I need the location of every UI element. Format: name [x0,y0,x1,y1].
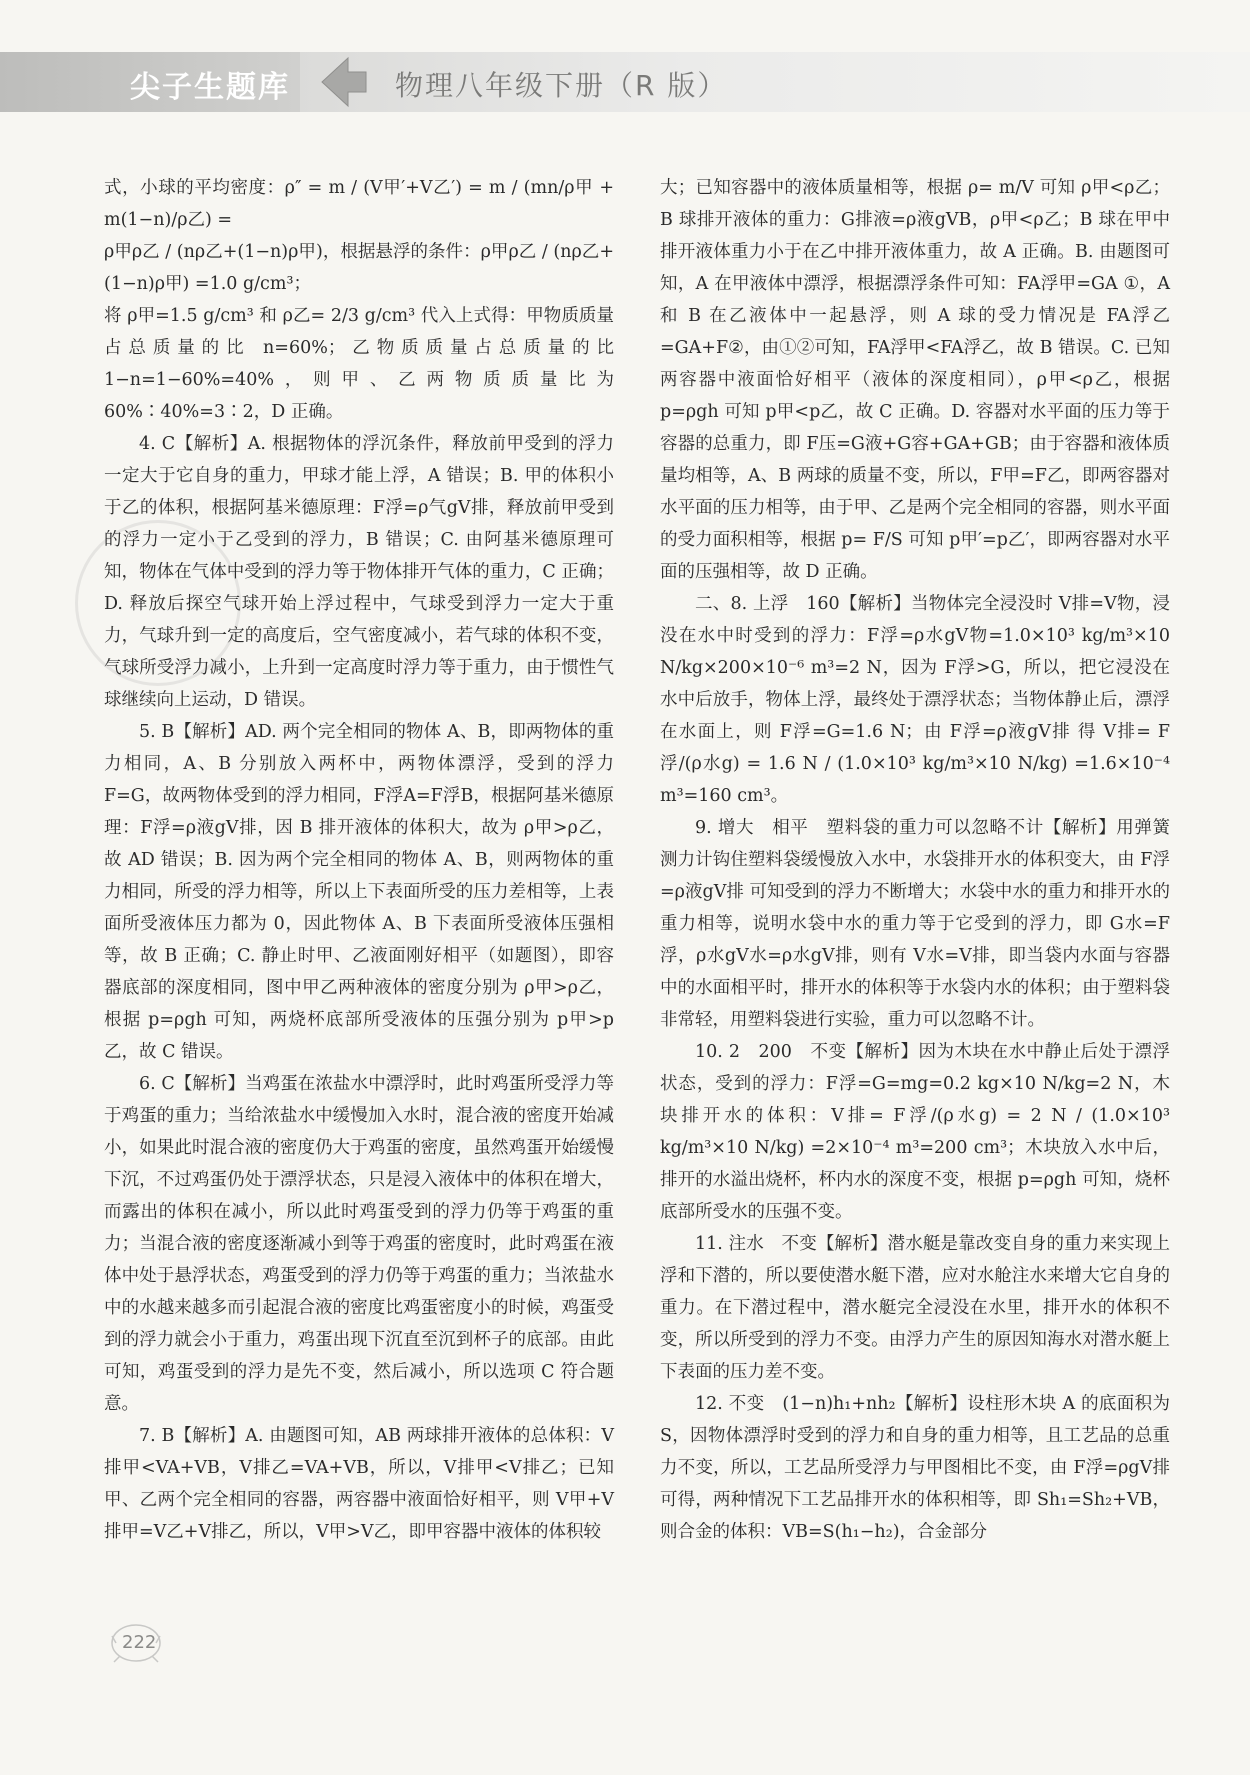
book-title: 物理八年级下册（R 版） [395,69,728,102]
answer-12: 12. 不变 (1−n)h₁+nh₂【解析】设柱形木块 A 的底面积为 S，因物体漂浮时受到的浮力和自身的重力相等，且工艺品的总重力不变，所以，工艺品所受浮力与甲图相比不变，由 F浮=ρgV排 可得，两种情况下工艺品排开水的体积相等，即 Sh₁=Sh₂+VB，则合金的体积：VB=S(h₁−h₂)，合金部分 [660,1394,1170,1542]
page-number: 222 [122,1632,157,1653]
answer-9: 9. 增大 相平 塑料袋的重力可以忽略不计【解析】用弹簧测力计钩住塑料袋缓慢放入水中，水袋排开水的体积变大，由 F浮=ρ液gV排 可知受到的浮力不断增大；水袋中水的重力和排开水的重力相等，说明水袋中水的重力等于它受到的浮力，即 G水=F浮，ρ水gV水=ρ水gV排，则有 V水=V排，即当袋内水面与容器中的水面相平时，排开水的体积等于水袋内水的体积；由于塑料袋非常轻，用塑料袋进行实验，重力可以忽略不计。 [660,818,1170,1030]
answer-5: 5. B【解析】AD. 两个完全相同的物体 A、B，即两物体的重力相同，A、B 分别放入两杯中，两物体漂浮，受到的浮力 F=G，故两物体受到的浮力相同，F浮A=F浮B，根据阿基米德原理：F浮=ρ液gV排，因 B 排开液体的体积大，故为 ρ甲>ρ乙，故 AD 错误；B. 因为两个完全相同的物体 A、B，则两物体的重力相同，所受的浮力相等，所以上下表面所受的压力差相等，上表面所受液体压力都为 0，因此物体 A、B 下表面所受液体压强相等，故 B 正确；C. 静止时甲、乙液面刚好相平（如题图），即容器底部的深度相同，图中甲乙两种液体的密度分别为 ρ甲>ρ乙，根据 p=ρgh 可知，两烧杯底部所受液体的压强分别为 p甲>p乙，故 C 错误。 [104,722,614,1062]
paragraph: 大；已知容器中的液体质量相等，根据 ρ= m/V 可知 ρ甲<ρ乙；B 球排开液体的重力：G排液=ρ液gVB，ρ甲<ρ乙；B 球在甲中排开液体重力小于在乙中排开液体重力，故 A 正确。B. 由题图可知，A 在甲液体中漂浮，根据漂浮条件可知：FA浮甲=GA ①，A 和 B 在乙液体中一起悬浮，则 A 球的受力情况是 FA浮乙=GA+F②，由①②可知，FA浮甲<FA浮乙，故 B 错误。C. 已知两容器中液面恰好相平（液体的深度相同），ρ甲<ρ乙，根据 p=ρgh 可知 p甲<p乙，故 C 正确。D. 容器对水平面的压力等于容器的总重力，即 F压=G液+G容+GA+GB；由于容器和液体质量均相等，A、B 两球的质量不变，所以，F甲=F乙，即两容器对水平面的压力相等，由于甲、乙是两个完全相同的容器，则水平面的受力面积相等，根据 p= F/S 可知 p甲′=p乙′，即两容器对水平面的压强相等，故 D 正确。 [660,178,1170,582]
answer-7: 7. B【解析】A. 由题图可知，AB 两球排开液体的总体积：V排甲<VA+VB，V排乙=VA+VB，所以，V排甲<V排乙；已知甲、乙两个完全相同的容器，两容器中液面恰好相平，则 V甲+V排甲=V乙+V排乙，所以，V甲>V乙，即甲容器中液体的体积较 [104,1426,614,1542]
answer-6: 6. C【解析】当鸡蛋在浓盐水中漂浮时，此时鸡蛋所受浮力等于鸡蛋的重力；当给浓盐水中缓慢加入水时，混合液的密度开始减小，如果此时混合液的密度仍大于鸡蛋的密度，虽然鸡蛋开始缓慢下沉，不过鸡蛋仍处于漂浮状态，只是浸入液体中的体积在增大，而露出的体积在减小，所以此时鸡蛋受到的浮力仍等于鸡蛋的重力；当混合液的密度逐渐减小到等于鸡蛋的密度时，此时鸡蛋在液体中处于悬浮状态，鸡蛋受到的浮力仍等于鸡蛋的重力；当浓盐水中的水越来越多而引起混合液的密度比鸡蛋密度小的时候，鸡蛋受到的浮力就会小于重力，鸡蛋出现下沉直至沉到杯子的底部。由此可知，鸡蛋受到的浮力是先不变，然后减小，所以选项 C 符合题意。 [104,1074,614,1414]
arrow-left-icon [318,54,368,110]
paragraph: ρ甲ρ乙 / (nρ乙+(1−n)ρ甲)，根据悬浮的条件：ρ甲ρ乙 / (nρ乙+(1−n)ρ甲) =1.0 g/cm³； [104,242,614,294]
left-column [104,172,614,1548]
answer-4: 4. C【解析】A. 根据物体的浮沉条件，释放前甲受到的浮力一定大于它自身的重力，甲球才能上浮，A 错误；B. 甲的体积小于乙的体积，根据阿基米德原理：F浮=ρ气gV排，释放前甲受到的浮力一定小于乙受到的浮力，B 错误；C. 由阿基米德原理可知，物体在气体中受到的浮力等于物体排开气体的重力，C 正确；D. 释放后探空气球开始上浮过程中，气球受到浮力一定大于重力，气球升到一定的高度后，空气密度减小，若气球的体积不变，气球所受浮力减小，上升到一定高度时浮力等于重力，由于惯性气球继续向上运动，D 错误。 [104,434,614,710]
right-column [660,172,1170,1548]
paragraph: 式，小球的平均密度：ρ″ = m / (V甲′+V乙′) = m / (mn/ρ甲 + m(1−n)/ρ乙) = [104,178,614,230]
answer-8: 二、8. 上浮 160【解析】当物体完全浸没时 V排=V物，浸没在水中时受到的浮力：F浮=ρ水gV物=1.0×10³ kg/m³×10 N/kg×200×10⁻⁶ m³=2 N，因为 F浮>G，所以，把它浸没在水中后放手，物体上浮，最终处于漂浮状态；当物体静止后，漂浮在水面上，则 F浮=G=1.6 N；由 F浮=ρ液gV排 得 V排= F浮/(ρ水g) = 1.6 N / (1.0×10³ kg/m³×10 N/kg) =1.6×10⁻⁴ m³=160 cm³。 [660,594,1170,806]
answer-11: 11. 注水 不变【解析】潜水艇是靠改变自身的重力来实现上浮和下潜的，所以要使潜水艇下潜，应对水舱注水来增大它自身的重力。在下潜过程中，潜水艇完全浸没在水里，排开水的体积不变，所以所受到的浮力不变。由浮力产生的原因知海水对潜水艇上下表面的压力差不变。 [660,1234,1170,1382]
series-name: 尖子生题库 [130,70,290,105]
paragraph: 将 ρ甲=1.5 g/cm³ 和 ρ乙= 2/3 g/cm³ 代入上式得：甲物质质量占总质量的比 n=60%；乙物质质量占总质量的比 1−n=1−60%=40%，则甲、乙两物质质量比为 60%∶40%=3∶2，D 正确。 [104,306,614,422]
answer-10: 10. 2 200 不变【解析】因为木块在水中静止后处于漂浮状态，受到的浮力：F浮=G=mg=0.2 kg×10 N/kg=2 N，木块排开水的体积：V排= F浮/(ρ水g) = 2 N / (1.0×10³ kg/m³×10 N/kg) =2×10⁻⁴ m³=200 cm³；木块放入水中后，排开的水溢出烧杯，杯内水的深度不变，根据 p=ρgh 可知，烧杯底部所受水的压强不变。 [660,1042,1170,1222]
